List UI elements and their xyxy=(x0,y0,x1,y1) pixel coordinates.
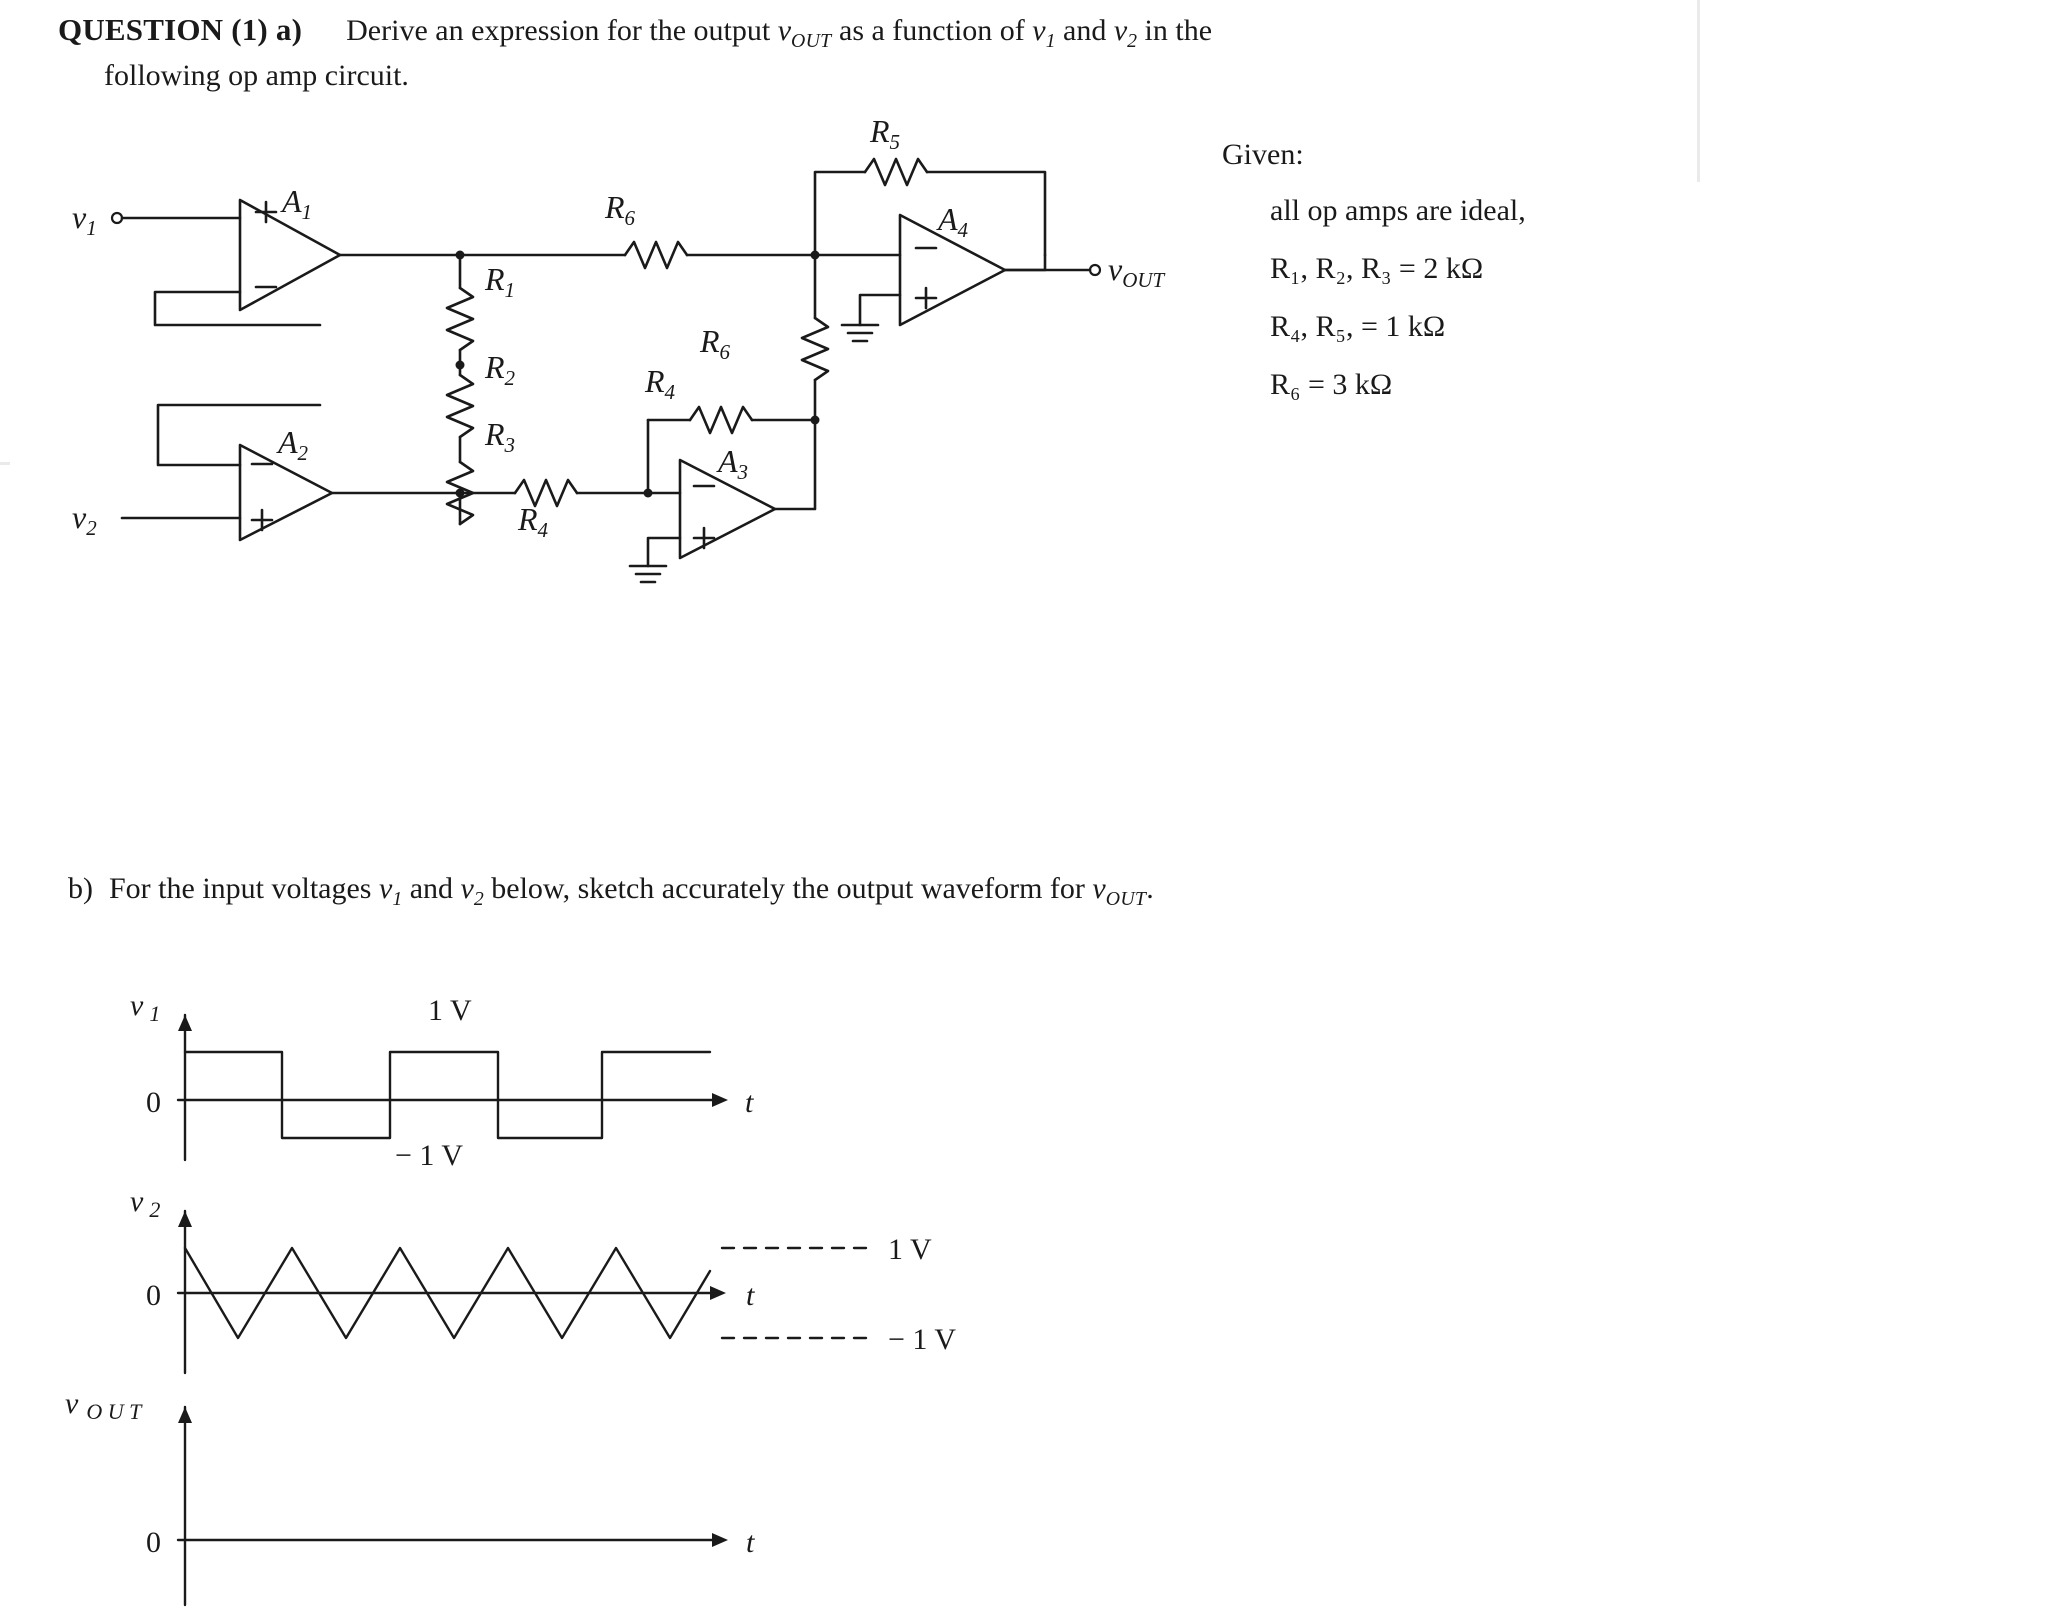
part-b-v1-sub: 1 xyxy=(392,888,403,910)
plot1-high-label: 1 V xyxy=(428,994,472,1027)
circuit-label-r4-lower: $R_4$ xyxy=(518,501,549,542)
plot1-zero-label: 0 xyxy=(146,1086,161,1119)
question-line-2: following op amp circuit. xyxy=(104,59,409,93)
circuit-label-r6-top: $R_6$ xyxy=(605,189,636,230)
circuit-label-r2: $R_2$ xyxy=(485,349,516,390)
part-b-text-3: below, sketch accurately the output waveform for xyxy=(483,872,1093,905)
circuit-label-a3: $A_3$ xyxy=(718,443,749,484)
waveform-plot-v1 xyxy=(110,990,930,1170)
circuit-label-r4-upper: $R_4$ xyxy=(645,363,676,404)
question-text-1: Derive an expression for the output xyxy=(346,14,778,47)
vout-subscript: OUT xyxy=(791,30,832,52)
v1-subscript: 1 xyxy=(1045,30,1056,52)
given-item-3: R₆ = 3 kΩ xyxy=(1270,368,1393,401)
circuit-label-r6-mid: $R_6$ xyxy=(700,323,731,364)
circuit-label-a1: $A_1$ xyxy=(282,183,313,224)
part-b-v2: v xyxy=(460,872,474,905)
circuit-label-v2: $v_2$ xyxy=(72,499,97,540)
circuit-label-vout: $v_{OUT}$ xyxy=(1108,251,1165,292)
part-b-text xyxy=(68,872,1154,911)
plot2-zero-label: 0 xyxy=(146,1279,161,1312)
plot1-x-label: t xyxy=(745,1086,754,1119)
plot3-y-label: v $_{O U T}$ xyxy=(65,1387,142,1424)
given-item-1: R₁, R₂, R₃ = 2 kΩ xyxy=(1270,252,1484,285)
vout-symbol: v xyxy=(777,14,792,47)
question-heading xyxy=(58,8,1848,98)
part-b-text-4: . xyxy=(1146,872,1154,905)
given-item-2: R₄, R₅, = 1 kΩ xyxy=(1270,310,1446,343)
given-block xyxy=(1222,140,1526,428)
v1-symbol: v xyxy=(1032,14,1046,47)
waveform-plot-vout xyxy=(60,1385,880,1609)
part-b-text-1: For the input voltages xyxy=(109,872,379,905)
plot3-zero-label: 0 xyxy=(146,1526,161,1559)
circuit-label-v1: $v_1$ xyxy=(72,199,97,240)
question-text-3: and xyxy=(1055,14,1114,47)
question-label: QUESTION (1) a) xyxy=(58,12,303,47)
part-b-v1: v xyxy=(378,872,393,905)
part-b-vout-sub: OUT xyxy=(1105,888,1147,910)
waveform-plot-v2 xyxy=(110,1183,1120,1383)
part-b-label: b) xyxy=(68,872,93,905)
plot1-y-label: v $_1$ xyxy=(130,990,161,1026)
part-b-v2-sub: 2 xyxy=(473,888,484,910)
plot2-low-label: − 1 V xyxy=(888,1323,957,1356)
plot2-y-label: v $_2$ xyxy=(130,1185,161,1222)
scan-artifact xyxy=(0,462,10,465)
circuit-label-a2: $A_2$ xyxy=(278,424,309,465)
plot2-high-label: 1 V xyxy=(888,1233,932,1266)
circuit-label-a4: $A_4$ xyxy=(938,201,969,242)
plot3-x-label: t xyxy=(746,1526,755,1559)
given-item-0: all op amps are ideal, xyxy=(1270,194,1526,227)
question-text-2: as a function of xyxy=(831,14,1033,47)
circuit-label-r1: $R_1$ xyxy=(485,261,516,302)
circuit-label-r5: $R_5$ xyxy=(870,120,901,154)
v2-subscript: 2 xyxy=(1127,30,1138,52)
v2-symbol: v xyxy=(1113,14,1128,47)
part-b-vout: v xyxy=(1092,872,1106,905)
circuit-diagram xyxy=(60,120,1220,760)
circuit-label-r3: $R_3$ xyxy=(485,416,516,457)
question-text-4: in the xyxy=(1137,14,1213,47)
plot1-low-label: − 1 V xyxy=(395,1139,464,1170)
given-title: Given: xyxy=(1222,138,1304,171)
part-b-text-2: and xyxy=(402,872,461,905)
plot2-x-label: t xyxy=(746,1279,755,1312)
